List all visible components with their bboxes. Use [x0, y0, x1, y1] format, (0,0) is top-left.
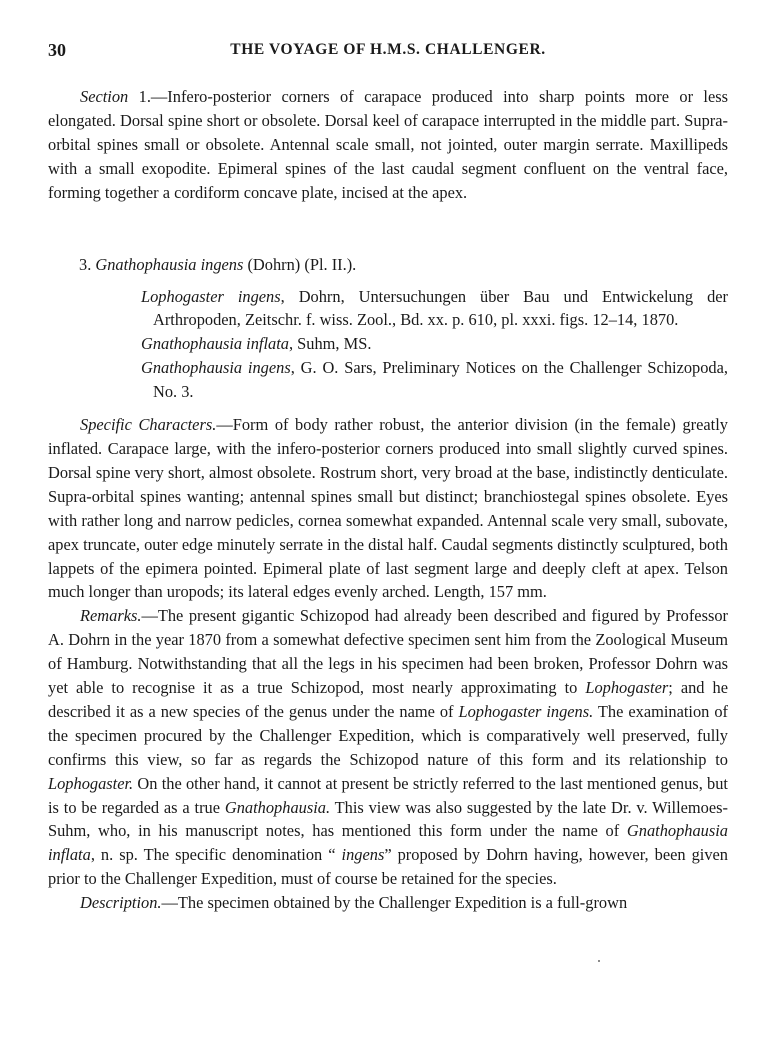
section-1-text: 1.—Infero-posterior corners of carapace produced into sharp points more or less elongated. Dorsal spine short or obsolete. Dorsal keel of carapace interrupted in the middle part. Supra-orbital spines small or obsolete. Antennal scale small, not jointed, outer margin serrate. Maxillipeds with a small exopodite. Epimeral spines of the last caudal segment confluent on the ventral face, forming together a cordiform concave plate, incised at the apex. [48, 87, 728, 202]
remarks-text: , n. sp. The specific denomination “ [90, 845, 342, 865]
remarks-italic-term: Lophogaster [585, 678, 669, 698]
synonym-citation: , Dohrn, Untersuchungen über Bau und Entwickelung der Arthropoden, Zeitschr. f. wiss. Zool., Bd. xx. p. 610, pl. xxxi. figs. 12–14, 1870. [153, 286, 728, 330]
section-1-label: Section [80, 87, 129, 106]
remarks-paragraph [48, 604, 728, 891]
synonymy-entry [141, 356, 728, 404]
description-text: —The specimen obtained by the Challenger Expedition is a full-grown [161, 893, 628, 913]
species-name: Gnathophausia ingens [95, 254, 244, 274]
section-1-paragraph [48, 85, 728, 205]
synonym-name: Gnathophausia inflata [141, 334, 289, 354]
page-header [48, 40, 728, 68]
synonymy-entry [141, 285, 728, 333]
remarks-text: On the other hand, it cannot at present be strictly referred to the last mentioned genus, but is to be regarded as a true [48, 773, 728, 817]
remarks-italic-term: Gnathophausia. [224, 797, 331, 817]
print-speck [598, 960, 600, 962]
synonymy-entry [141, 332, 728, 356]
species-heading [48, 253, 728, 277]
remarks-label: Remarks. [80, 606, 142, 626]
remarks-text: This view was also suggested by the late Dr. v. Willemoes-Suhm, who, in his manuscript notes, has mentioned this form under the name of [48, 797, 728, 841]
description-paragraph [48, 891, 728, 915]
description-label: Description. [80, 893, 162, 913]
synonymy-list [48, 285, 728, 405]
remarks-italic-term: Gnathophausia inflata [48, 821, 728, 865]
running-title: THE VOYAGE OF H.M.S. CHALLENGER. [230, 41, 546, 58]
remarks-text: ; and he described it as a new species of the genus under the name of [48, 678, 729, 721]
specific-characters-label: Specific Characters. [80, 415, 217, 435]
species-number: 3. [79, 254, 96, 274]
specific-characters-paragraph [48, 413, 728, 604]
synonym-citation: , G. O. Sars, Preliminary Notices on the Challenger Schizopoda, No. 3. [153, 358, 728, 402]
synonym-name: Lophogaster ingens [141, 286, 281, 306]
remarks-italic-term: Lophogaster ingens. [458, 701, 594, 721]
synonym-citation: , Suhm, MS. [288, 334, 372, 354]
species-authority: (Dohrn) (Pl. II.). [243, 254, 357, 274]
specific-characters-text: —Form of body rather robust, the anterior division (in the female) greatly inflated. Carapace large, with the infero-posterior corners produced into small slightly curved spines. Dorsal spine very short, almost obsolete. Rostrum short, very broad at the base, indistinctly denticulate. Supra-orbital spines wanting; antennal spines small but distinct; branchiostegal spines obsolete. Eyes with rather long and narrow pedicles, cornea somewhat expanded. Antennal scale very small, subovate, apex truncate, outer edge minutely serrate in the distal half. Caudal segments distinctly sculptured, both lappets of the epimera pointed. Epimeral plate of last segment large and deeply cleft at apex. Telson much longer than uropods; its lateral edges evenly arched. Length, 157 mm. [48, 415, 728, 602]
page-number: 30 [48, 40, 66, 60]
remarks-text: ” proposed by Dohrn having, however, been given prior to the Challenger Expedition, must of course be retained for the species. [48, 845, 728, 889]
remarks-italic-term: ingens [341, 845, 385, 865]
remarks-italic-term: Lophogaster. [48, 773, 134, 793]
synonym-name: Gnathophausia ingens [141, 358, 291, 378]
page [48, 40, 728, 915]
remarks-text: —The present gigantic Schizopod had already been described and figured by Professor A. Dohrn in the year 1870 from a somewhat defective specimen sent him from the Zoological Museum of Hamburg. Notwithstanding that all the legs in his specimen had been broken, Professor Dohrn was yet able to recognise it as a true Schizopod, most nearly approximating to [48, 606, 728, 698]
remarks-text: The examination of the specimen procured by the Challenger Expedition, which is comparatively well preserved, fully confirms this view, so far as regards the Schizopod nature of this form and its relationship to [48, 701, 728, 769]
